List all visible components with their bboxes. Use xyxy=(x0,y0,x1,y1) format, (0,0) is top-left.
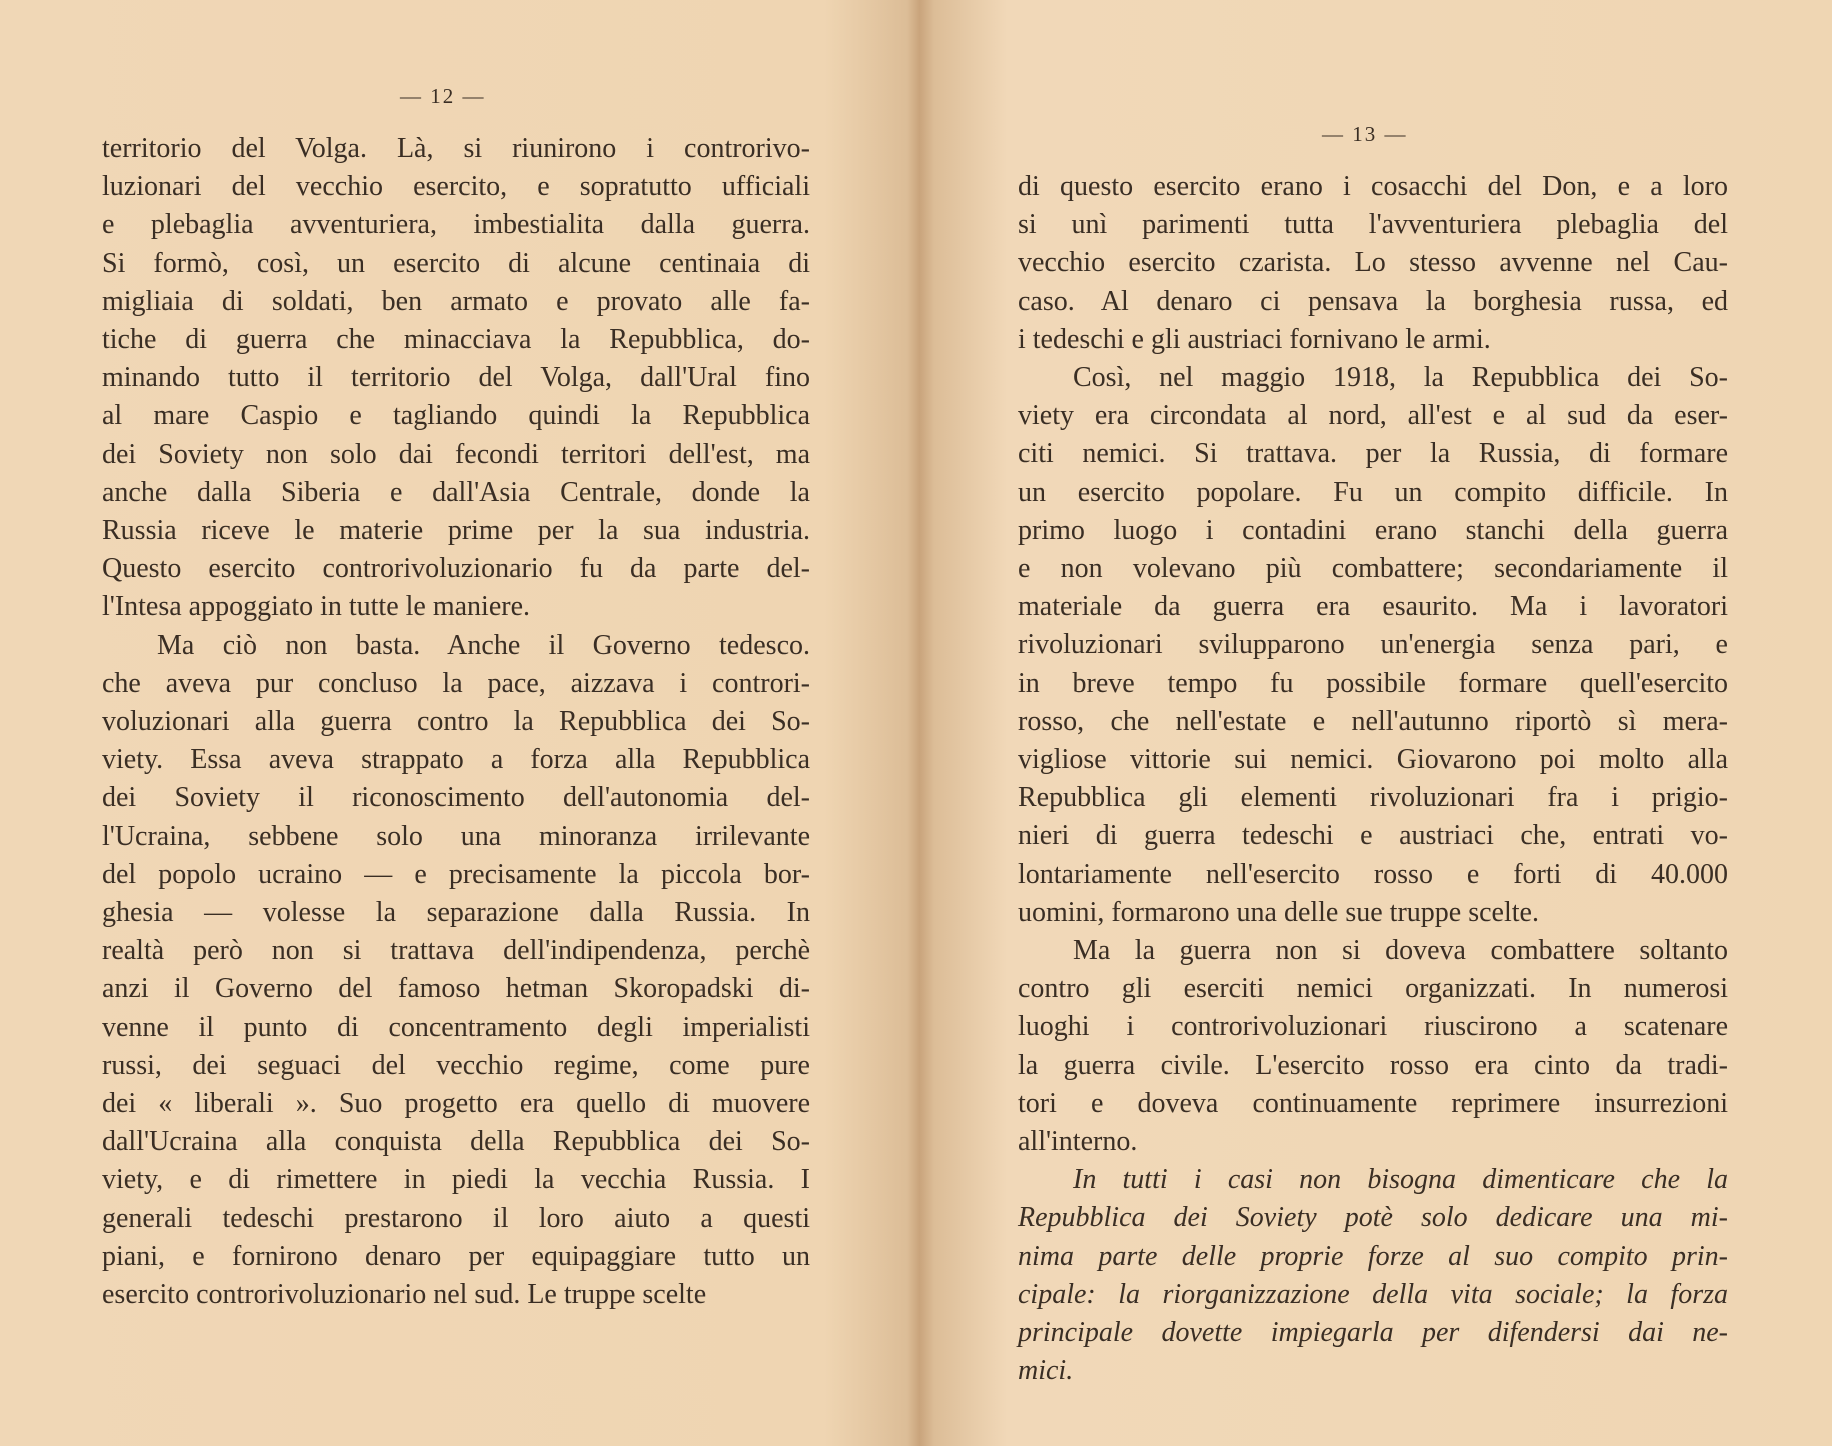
text-line: realtà però non si trattava dell'indipendenza, perchè xyxy=(102,935,810,967)
text-line: vecchio esercito czarista. Lo stesso avvenne nel Cau- xyxy=(1018,247,1728,279)
text-line: mici. xyxy=(1018,1355,1074,1387)
text-line: in breve tempo fu possibile formare quell'esercito xyxy=(1018,667,1728,699)
text-line: anche dalla Siberia e dall'Asia Centrale, donde la xyxy=(102,476,810,508)
text-line: tiche di guerra che minacciava la Repubblica, do- xyxy=(102,324,810,356)
text-line: Ma la guerra non si doveva combattere soltanto xyxy=(1073,935,1728,967)
left-page xyxy=(0,0,912,1446)
text-line: la guerra civile. L'esercito rosso era cinto da tradi- xyxy=(1018,1049,1728,1081)
text-line: luoghi i controrivoluzionari riuscirono a scatenare xyxy=(1018,1011,1728,1043)
text-line: principale dovette impiegarla per difendersi dai ne- xyxy=(1018,1317,1728,1349)
text-line: un esercito popolare. Fu un compito difficile. In xyxy=(1018,476,1728,508)
text-line: migliaia di soldati, ben armato e provato alle fa- xyxy=(102,285,810,317)
text-line: materiale da guerra era esaurito. Ma i lavoratori xyxy=(1018,591,1728,623)
text-line: ghesia — volesse la separazione dalla Russia. In xyxy=(102,897,810,929)
text-line: dall'Ucraina alla conquista della Repubblica dei So- xyxy=(102,1126,810,1158)
paragraph xyxy=(102,627,810,1315)
text-line: contro gli eserciti nemici organizzati. In numerosi xyxy=(1018,973,1728,1005)
text-line: primo luogo i contadini erano stanchi della guerra xyxy=(1018,514,1728,546)
page-number: — 13 — xyxy=(1322,122,1408,146)
text-line: uomini, formarono una delle sue truppe scelte. xyxy=(1018,896,1539,928)
paragraph xyxy=(1018,168,1728,359)
text-line: e plebaglia avventuriera, imbestialita dalla guerra. xyxy=(102,209,810,241)
text-line: Repubblica gli elementi rivoluzionari fra i prigio- xyxy=(1018,782,1728,814)
text-line: Ma ciò non basta. Anche il Governo tedesco. xyxy=(157,629,810,661)
text-line: nieri di guerra tedeschi e austriaci che, entrati vo- xyxy=(1018,820,1728,852)
text-line: luzionari del vecchio esercito, e sopratutto ufficiali xyxy=(102,171,810,203)
text-line: e non volevano più combattere; secondariamente il xyxy=(1018,553,1728,585)
text-line: tori e doveva continuamente reprimere insurrezioni xyxy=(1018,1087,1728,1119)
text-line: lontariamente nell'esercito rosso e forti di 40.000 xyxy=(1018,858,1728,890)
text-line: Si formò, così, un esercito di alcune centinaia di xyxy=(102,247,810,279)
text-line: viety. Essa aveva strappato a forza alla Repubblica xyxy=(102,744,810,776)
text-line: si unì parimenti tutta l'avventuriera plebaglia del xyxy=(1018,209,1728,241)
paragraph xyxy=(1018,932,1728,1161)
paragraph xyxy=(102,130,810,627)
text-line: citi nemici. Si trattava. per la Russia, di formare xyxy=(1018,438,1728,470)
text-line: viety era circondata al nord, all'est e al sud da eser- xyxy=(1018,400,1728,432)
text-line: Così, nel maggio 1918, la Repubblica dei So- xyxy=(1073,362,1728,394)
text-line: rosso, che nell'estate e nell'autunno riportò sì mera- xyxy=(1018,705,1728,737)
text-line: di questo esercito erano i cosacchi del Don, e a loro xyxy=(1018,171,1728,202)
text-line: all'interno. xyxy=(1018,1126,1138,1158)
text-line: che aveva pur concluso la pace, aizzava i controri- xyxy=(102,667,810,699)
text-line: l'Intesa appoggiato in tutte le maniere. xyxy=(102,591,531,623)
text-line: l'Ucraina, sebbene solo una minoranza irrilevante xyxy=(102,820,810,852)
page-text xyxy=(102,130,810,1314)
text-line: rivoluzionari svilupparono un'energia senza pari, e xyxy=(1018,629,1728,661)
right-page xyxy=(912,0,1832,1446)
paragraph xyxy=(1018,359,1728,932)
text-line: Repubblica dei Soviety potè solo dedicare una mi- xyxy=(1018,1202,1728,1234)
text-line: vigliose vittorie sui nemici. Giovarono poi molto alla xyxy=(1018,744,1728,776)
text-line: dei Soviety non solo dai fecondi territori dell'est, ma xyxy=(102,438,810,470)
page-text xyxy=(1018,168,1728,1391)
text-line: i tedeschi e gli austriaci fornivano le armi. xyxy=(1018,323,1491,355)
paragraph xyxy=(1018,1161,1728,1390)
text-line: dei « liberali ». Suo progetto era quello di muovere xyxy=(102,1088,810,1120)
text-line: territorio del Volga. Là, si riunirono i controrivo- xyxy=(102,133,810,164)
text-line: piani, e fornirono denaro per equipaggiare tutto un xyxy=(102,1240,810,1272)
text-line: dei Soviety il riconoscimento dell'autonomia del- xyxy=(102,782,810,814)
text-line: voluzionari alla guerra contro la Repubblica dei So- xyxy=(102,706,810,738)
text-line: viety, e di rimettere in piedi la vecchia Russia. I xyxy=(102,1164,810,1196)
text-line: del popolo ucraino — e precisamente la piccola bor- xyxy=(102,858,810,890)
text-line: Russia riceve le materie prime per la sua industria. xyxy=(102,515,810,547)
text-line: esercito controrivoluzionario nel sud. Le truppe scelte xyxy=(102,1279,707,1311)
text-line: al mare Caspio e tagliando quindi la Repubblica xyxy=(102,400,810,432)
text-line: nima parte delle proprie forze al suo compito prin- xyxy=(1018,1240,1728,1272)
text-line: caso. Al denaro ci pensava la borghesia russa, ed xyxy=(1018,285,1728,317)
text-line: In tutti i casi non bisogna dimenticare che la xyxy=(1073,1164,1728,1196)
text-line: minando tutto il territorio del Volga, dall'Ural fino xyxy=(102,362,810,394)
text-line: generali tedeschi prestarono il loro aiuto a questi xyxy=(102,1202,810,1234)
text-line: Questo esercito controrivoluzionario fu da parte del- xyxy=(102,553,810,585)
text-line: russi, dei seguaci del vecchio regime, come pure xyxy=(102,1049,810,1081)
text-line: anzi il Governo del famoso hetman Skoropadski di- xyxy=(102,973,810,1005)
text-line: venne il punto di concentramento degli imperialisti xyxy=(102,1011,810,1043)
text-line: cipale: la riorganizzazione della vita sociale; la forza xyxy=(1018,1278,1728,1310)
page-number: — 12 — xyxy=(400,84,486,108)
